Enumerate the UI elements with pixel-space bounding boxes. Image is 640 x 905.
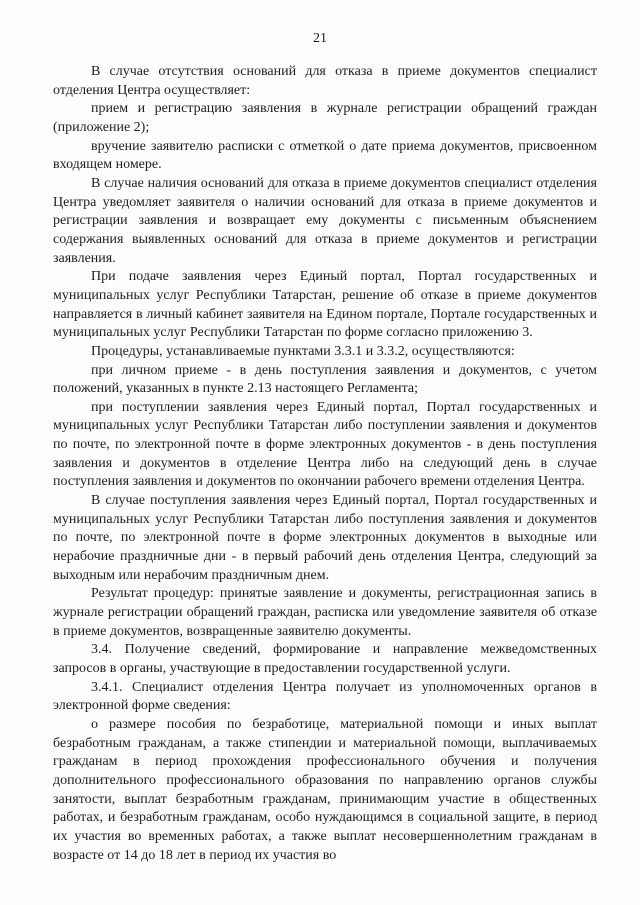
paragraph: 3.4. Получение сведений, формирование и направление межведомственных запросов в органы, участвующие в предоставлении государственной услуги. [53, 642, 597, 676]
paragraph: В случае поступления заявления через Единый портал, Портал государственных и муниципальных услуг Республики Татарстан либо поступления заявления и документов по почте, по электронной почте в форме электронных документов в выходные или нерабочие праздничные дни - в первый рабочий день отделения Центра, следующий за выходным или нерабочим праздничным днем. [53, 493, 597, 583]
paragraph: При подаче заявления через Единый портал, Портал государственных и муниципальных услуг Республики Татарстан, решение об отказе в приеме документов направляется в личный кабинет заявителя на Едином портале, Портале государственных и муниципальных услуг Республики Татарстан по форме согласно приложению 3. [53, 269, 597, 341]
paragraph: В случае отсутствия оснований для отказа в приеме документов специалист отделения Центра осуществляет: [53, 64, 597, 98]
paragraph: Процедуры, устанавливаемые пунктами 3.3.1 и 3.3.2, осуществляются: [91, 343, 515, 359]
paragraph: 3.4.1. Специалист отделения Центра получает из уполномоченных органов в электронной форме сведения: [53, 679, 597, 714]
paragraph: о размере пособия по безработице, материальной помощи и иных выплат безработным гражданам, а также стипендии и материальной помощи, выплачиваемых гражданам в период прохождения профессионального обучения и получения дополнительного профессионального образования по направлению органов службы занятости, выплат безработным гражданам, принимающим участие в общественных работах, и безработным гражданам, особо нуждающимся в социальной защите, в период их участия во временных работах, а также выплат несовершеннолетним гражданам в возрасте от 14 до 18 лет в период их участия во [53, 716, 597, 863]
paragraph: при поступлении заявления через Единый портал, Портал государственных и муниципальных услуг Республики Татарстан либо поступлении заявления и документов по почте, по электронной почте в форме электронных документов - в день поступления заявления и документов в отделение Центра либо на следующий день в случае поступления заявления и документов по окончании рабочего времени отделения Центра. [53, 399, 597, 490]
paragraph: вручение заявителю расписки с отметкой о дате приема документов, присвоенном входящем номере. [53, 138, 597, 173]
page-number: 21 [313, 31, 327, 46]
paragraph: В случае наличия оснований для отказа в приеме документов специалист отделения Центра уведомляет заявителя о наличии оснований для отказа в приеме документов и регистрации заявления и возвращает ему документы с письменным объяснением содержания выявленных оснований для отказа в приеме документов и регистрации заявления. [53, 175, 597, 266]
paragraph: прием и регистрацию заявления в журнале регистрации обращений граждан (приложение 2); [53, 101, 597, 135]
paragraph: при личном приеме - в день поступления заявления и документов, с учетом положений, указанных в пункте 2.13 настоящего Регламента; [53, 362, 597, 397]
document-body [53, 63, 597, 865]
paragraph: Результат процедур: принятые заявление и документы, регистрационная запись в журнале регистрации обращений граждан, расписка или уведомление заявителя об отказе в приеме документов, возвращенные заявителю документы. [53, 586, 597, 639]
